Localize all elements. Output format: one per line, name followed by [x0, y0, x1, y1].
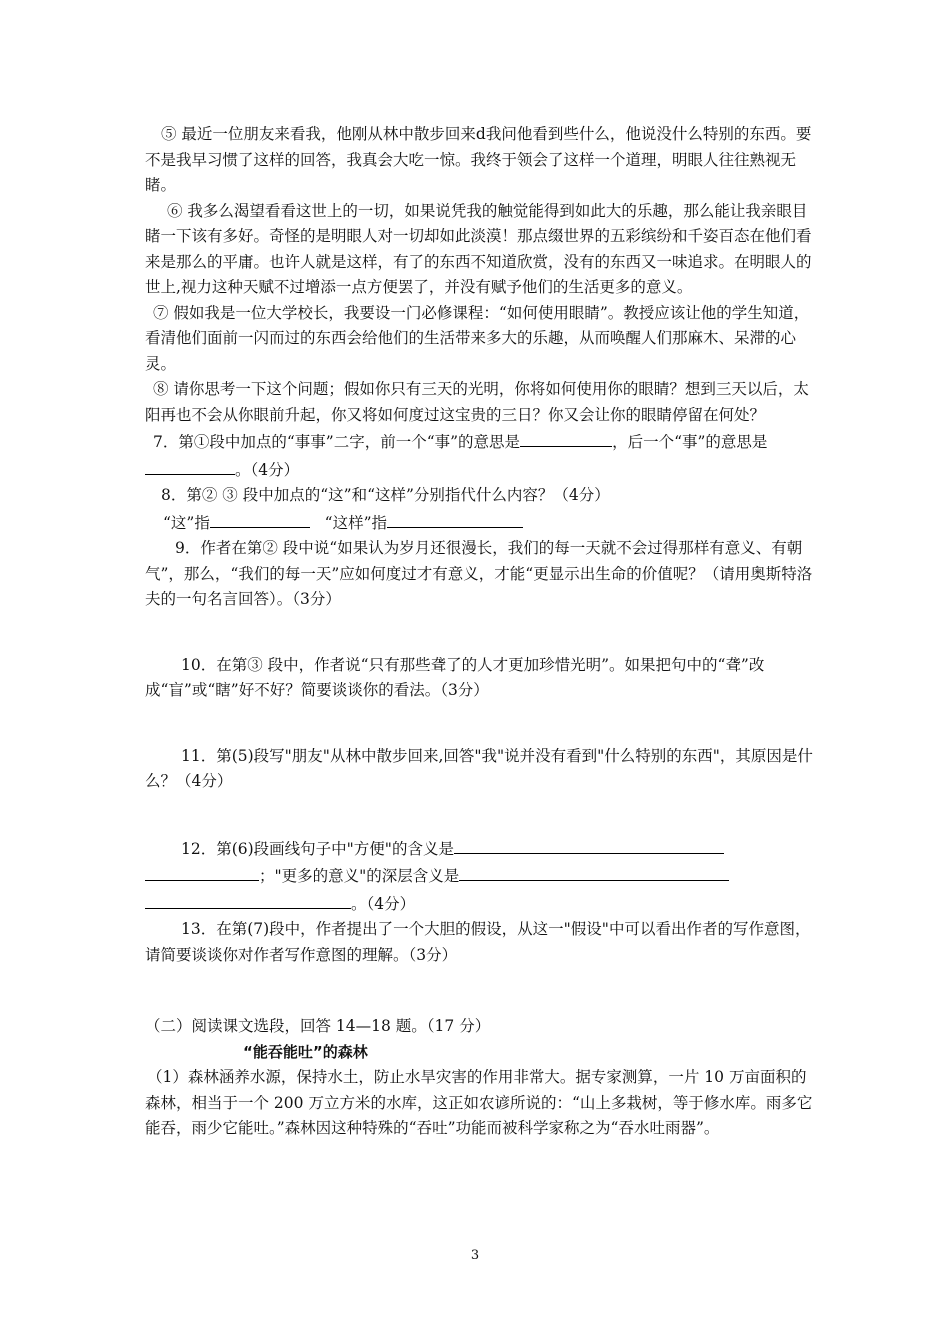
question-10: 10．在第③ 段中，作者说“只有那些聋了的人才更加珍惜光明”。如果把句中的“聋”改成“盲”或“瞎”好不好？简要谈谈你的看法。（3分）	[145, 655, 765, 699]
answer-space[interactable]	[145, 704, 813, 744]
answer-blank[interactable]	[459, 862, 729, 881]
question-7: 7．第①段中加点的“事事”二字，前一个“事”的意思是 ，后一个“事”的意思是。（4分）	[145, 428, 813, 483]
question-13: 13．在第(7)段中，作者提出了一个大胆的假设，从这一"假设"中可以看出作者的写作意图，请简要谈谈你对作者写作意图的理解。（3分）	[145, 920, 811, 964]
answer-blank[interactable]	[145, 862, 259, 881]
paragraph-7: ⑦ 假如我是一位大学校长，我要设一门必修课程：“如何使用眼睛”。教授应该让他的学生知道，看清他们面前一闪而过的东西会给他们的生活带来多大的乐趣，从而唤醒人们那麻木、呆滞的心灵。	[145, 303, 810, 373]
page-number: 3	[470, 1248, 480, 1263]
question-8: 8．第② ③ 段中加点的“这”和“这样”分别指代什么内容？（4分）	[161, 486, 610, 504]
question-8-answers: “这”指 “这样”指	[145, 509, 813, 537]
article-paragraph-1: （1）森林涵养水源，保持水土，防止水旱灾害的作用非常大。据专家测算，一片 10 万亩面积的森林，相当于一个 200 万立方米的水库，这正如农谚所说的：“山上多栽树，等于修水库。雨多它能吞，雨少它能吐。”森林因这种特殊的“吞吐”功能而被科学家称之为“吞水吐雨器”。	[145, 1068, 813, 1137]
question-11: 11．第(5)段写"朋友"从林中散步回来,回答"我"说并没有看到"什么特别的东西"，其原因是什么？（4分）	[145, 746, 813, 790]
paragraph-6: ⑥ 我多么渴望看看这世上的一切，如果说凭我的触觉能得到如此大的乐趣，那么能让我亲眼目睹一下该有多好。奇怪的是明眼人对一切却如此淡漠！那点缀世界的五彩缤纷和千姿百态在他们看来是那么的平庸。也许人就是这样，有了的东西不知道欣赏，没有的东西又一味追求。在明眼人的世上,视力这种天赋不过增添一点方便罢了，并没有赋予他们的生活更多的意义。	[145, 201, 812, 296]
answer-space[interactable]	[145, 613, 813, 653]
answer-space[interactable]	[145, 968, 813, 1014]
question-12-end: 。（4分）	[145, 890, 813, 918]
document-body	[145, 122, 813, 1142]
answer-blank[interactable]	[145, 890, 351, 909]
question-12: 12．第(6)段画线句子中"方便"的含义是	[145, 835, 813, 863]
article-title: “能吞能吐”的森林	[243, 1042, 368, 1061]
answer-blank[interactable]	[454, 835, 724, 854]
answer-blank[interactable]	[210, 509, 310, 528]
answer-blank[interactable]	[387, 509, 523, 528]
answer-blank[interactable]	[145, 456, 235, 475]
question-9: 9．作者在第② 段中说“如果认为岁月还很漫长，我们的每一天就不会过得那样有意义、有朝气”，那么，“我们的每一天”应如何度过才有意义，才能“更显示出生命的价值呢？（请用奥斯特洛夫的一句名言回答）。（3分）	[145, 539, 813, 608]
section-2-heading: （二）阅读课文选段，回答 14—18 题。（17 分）	[145, 1017, 491, 1035]
answer-space[interactable]	[145, 795, 813, 835]
paragraph-5: ⑤ 最近一位朋友来看我，他刚从林中散步回来d我问他看到些什么，他说没什么特别的东西。要不是我早习惯了这样的回答，我真会大吃一惊。我终于领会了这样一个道理，明眼人往往熟视无睹。	[145, 125, 812, 194]
question-12-cont: ；"更多的意义"的深层含义是	[145, 862, 813, 890]
paragraph-8: ⑧ 请你思考一下这个问题；假如你只有三天的光明，你将如何使用你的眼睛？想到三天以后，太阳再也不会从你眼前升起，你又将如何度过这宝贵的三日？你又会让你的眼睛停留在何处？	[145, 380, 809, 424]
answer-blank[interactable]	[520, 428, 612, 447]
